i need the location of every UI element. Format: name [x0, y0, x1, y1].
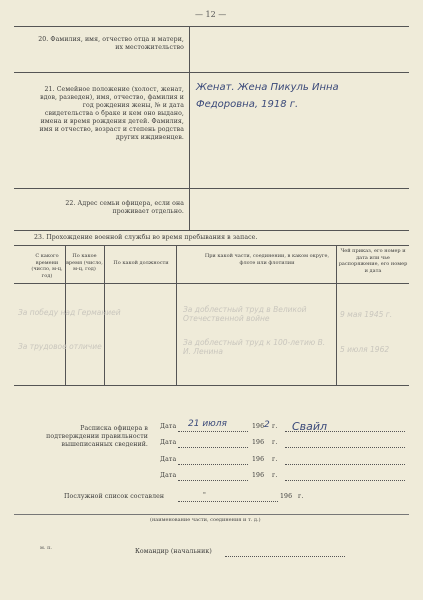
year-end-3: г. — [272, 456, 278, 463]
date-label-1: Дата — [160, 423, 177, 430]
date-line-4 — [178, 480, 248, 481]
top-rule — [14, 26, 409, 27]
compiled-label: Послужной список составлен — [64, 493, 165, 500]
col-header-to: По какое время (число, м-ц, год) — [66, 253, 103, 272]
date-label-2: Дата — [160, 439, 177, 446]
col-header-unit: При какой части, соединении, в каком округе, флоте или флотилии — [204, 253, 330, 266]
officer-signature: Свайл — [292, 420, 328, 433]
year-prefix-3: 196 — [252, 456, 265, 463]
rule-after-22 — [14, 230, 409, 231]
year-prefix-2: 196 — [252, 439, 265, 446]
faint-row-1-col3: За победу над Германией — [18, 308, 121, 317]
compiled-date-line — [178, 501, 278, 502]
signature-line-3 — [285, 464, 405, 465]
faint-row-2-col5: 5 июля 1962 — [340, 345, 390, 354]
date-label-4: Дата — [160, 472, 177, 479]
year-prefix-4: 196 — [252, 472, 265, 479]
col-header-order: Чей приказ, его номер и дата или чье распоряжение, его номер и дата — [338, 248, 408, 274]
date-line-1 — [178, 431, 248, 432]
col-header-from: С какого времени (число, м-ц, год) — [31, 253, 63, 279]
unit-name-line — [14, 514, 409, 515]
table-bottom — [14, 385, 409, 386]
year-end-1: г. — [272, 423, 278, 430]
section-20-label: 20. Фамилия, имя, отчество отца и матери, их местожительство — [38, 36, 184, 51]
handwritten-marital-line1: Женат. Жена Пикуль Инна — [196, 82, 339, 93]
date-line-3 — [178, 464, 248, 465]
section-22-label: 22. Адрес семьи офицера, если она проживает отдельно. — [65, 200, 184, 215]
handwritten-marital-line2: Федоровна, 1918 г. — [196, 99, 299, 110]
section-21-label: 21. Семейное положение (холост, женат, вдов, разведен), имя, отчество, фамилия и год рождения жены, № и дата свидетельства о браке и кем оно выдано, имена и время рождения детей. Фамилия, имя и отчество, возраст и степень родства других иждивенцев. — [39, 86, 184, 141]
date-value-1: 21 июля — [188, 419, 227, 429]
stamp-place-label: м. п. — [40, 545, 52, 551]
compiled-year: 196 — [280, 493, 293, 500]
rule-after-20 — [14, 72, 409, 73]
year-prefix-1: 196 — [252, 423, 265, 430]
table-col-div-4 — [336, 245, 337, 385]
col-header-position: По какой должности — [113, 260, 169, 266]
signature-line-2 — [285, 447, 405, 448]
faint-row-1-col5: 9 мая 1945 г. — [340, 310, 393, 319]
commander-label: Командир (начальник) — [135, 548, 212, 555]
table-header-top — [14, 245, 409, 246]
year-suffix-1: 2 — [264, 420, 270, 430]
faint-row-2-col3: За трудовое отличие — [18, 342, 102, 351]
rule-after-21 — [14, 188, 409, 189]
section-23-title: 23. Прохождение военной службы во время пребывания в запасе. — [34, 234, 258, 241]
compiled-quote: " — [203, 492, 206, 499]
compiled-end: г. — [298, 493, 304, 500]
commander-signature-line — [225, 556, 345, 557]
center-divider — [189, 26, 190, 231]
date-label-3: Дата — [160, 456, 177, 463]
year-end-2: г. — [272, 439, 278, 446]
faint-row-2-col4: За доблестный труд к 100-летию В. И. Ленина — [183, 338, 326, 356]
page-number: — 12 — — [195, 10, 227, 19]
year-end-4: г. — [272, 472, 278, 479]
officer-receipt-label: Расписка офицера в подтверждении правильности вышеписанных сведений. — [46, 425, 148, 448]
table-header-bottom — [14, 283, 409, 284]
date-line-2 — [178, 447, 248, 448]
faint-row-1-col4: За доблестный труд в Великой Отечественной войне — [183, 305, 307, 323]
signature-line-4 — [285, 480, 405, 481]
unit-caption: (наименование части, соединения и т. д.) — [150, 517, 261, 523]
